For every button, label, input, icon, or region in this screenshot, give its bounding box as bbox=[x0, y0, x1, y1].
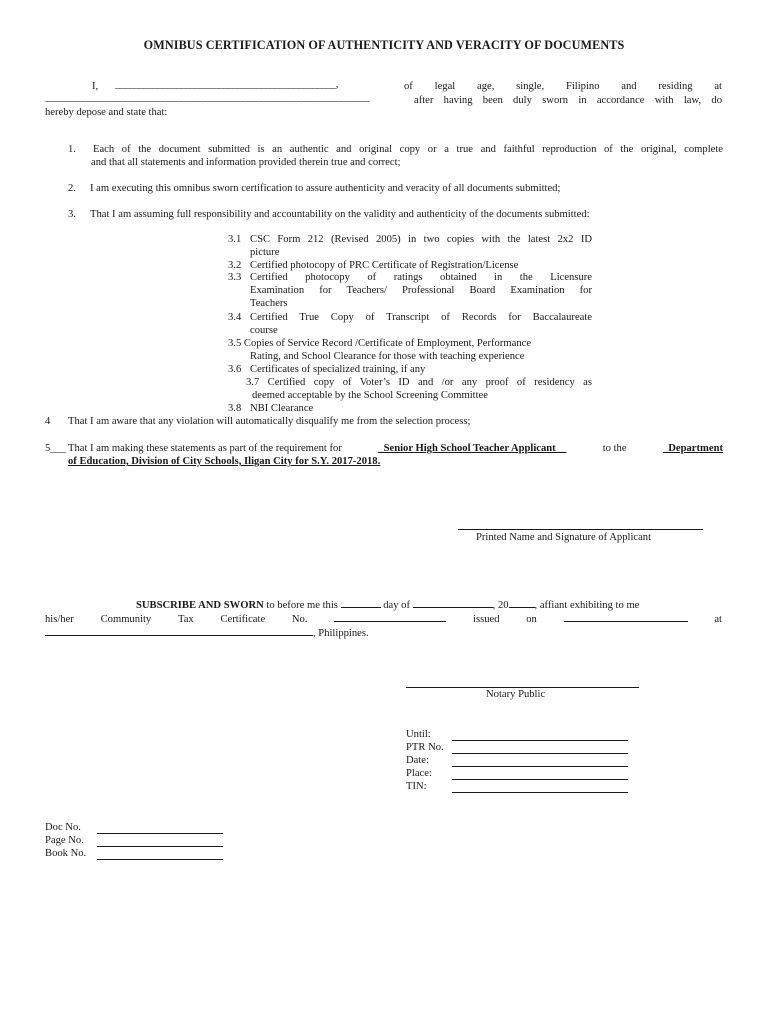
subitem-3-2 bbox=[228, 260, 592, 273]
book-no-label: Book No. bbox=[45, 848, 87, 859]
subitem-3-8-text: NBI Clearance bbox=[250, 403, 314, 414]
until-line[interactable] bbox=[452, 740, 628, 741]
subitem-3-1-number: 3.1 bbox=[228, 234, 242, 245]
subitem-3-3-number: 3.3 bbox=[228, 272, 242, 283]
ctc-number-blank[interactable] bbox=[334, 611, 446, 622]
subitem-3-6-number: 3.6 bbox=[228, 364, 242, 375]
subitem-3-8-number: 3.8 bbox=[228, 403, 242, 414]
item-3-text: That I am assuming full responsibility and accountability on the validity and authenticity of the documents submitted: bbox=[90, 209, 590, 220]
ctc-date-blank[interactable] bbox=[564, 611, 688, 622]
subitem-3-5 bbox=[228, 338, 592, 364]
page-no-line[interactable] bbox=[97, 846, 223, 847]
intro-address-blank[interactable]: _____________________________________________________________________ bbox=[45, 92, 370, 103]
item-1-text: Each of the document submitted is an authentic and original copy or a true and faithful reproduction of the original, complete bbox=[93, 144, 723, 155]
item-1-text-cont: and that all statements and information provided therein true and correct; bbox=[91, 157, 401, 168]
subitem-3-6-text: Certificates of specialized training, if any bbox=[250, 364, 426, 375]
subitem-3-1 bbox=[228, 234, 592, 260]
item-4-number: 4 bbox=[45, 416, 51, 427]
subitem-3-4-text: Certified True Copy of Transcript of Records for Baccalaureate bbox=[250, 312, 592, 323]
subitem-3-3-text: Certified photocopy of ratings obtained in the Licensure bbox=[250, 272, 592, 283]
sworn-text-e1: his/her bbox=[45, 614, 74, 625]
item-5-text-b: to the bbox=[602, 443, 627, 454]
item-5-text bbox=[68, 443, 723, 456]
place-line[interactable] bbox=[452, 779, 628, 780]
subitem-3-3 bbox=[228, 272, 592, 311]
subitem-3-8 bbox=[228, 403, 592, 416]
subitem-3-4-text-cont: course bbox=[250, 324, 278, 336]
intro-line2-text: after having been duly sworn in accordance with law, do bbox=[414, 95, 722, 106]
date-line[interactable] bbox=[452, 766, 628, 767]
sworn-text-b: day of bbox=[383, 600, 410, 611]
sworn-day-blank[interactable] bbox=[341, 597, 381, 608]
sworn-month-blank[interactable] bbox=[413, 597, 493, 608]
subitem-3-3-text-cont2: Teachers bbox=[250, 297, 288, 309]
item-5-department: _Department bbox=[662, 443, 723, 454]
sworn-text-d: , affiant exhibiting to me bbox=[534, 600, 640, 611]
book-no-line[interactable] bbox=[97, 859, 223, 860]
item-2-text: I am executing this omnibus sworn certification to assure authenticity and veracity of all documents submitted; bbox=[90, 183, 561, 194]
item-5-department-cont: of Education, Division of City Schools, Iligan City for S.Y. 2017-2018. bbox=[68, 456, 381, 467]
applicant-signature-label: Printed Name and Signature of Applicant bbox=[476, 532, 652, 543]
notary-label: Notary Public bbox=[486, 689, 546, 700]
intro-name-blank[interactable]: _______________________________________________, bbox=[115, 79, 338, 90]
item-5-text-a: That I am making these statements as part of the requirement for bbox=[68, 443, 342, 454]
notary-signature-line[interactable] bbox=[406, 687, 639, 688]
subitem-3-2-number: 3.2 bbox=[228, 260, 242, 271]
subitem-3-5-text-cont: Rating, and School Clearance for those with teaching experience bbox=[250, 350, 525, 362]
ctc-place-blank[interactable] bbox=[45, 625, 313, 636]
intro-line1-text: of legal age, single, Filipino and residing at bbox=[404, 81, 722, 92]
subitem-3-7-text: 3.7 Certified copy of Voter’s ID and /or any proof of residency as bbox=[246, 377, 592, 388]
document-title: OMNIBUS CERTIFICATION OF AUTHENTICITY AND VERACITY OF DOCUMENTS bbox=[143, 38, 625, 52]
sworn-text-e6: issued bbox=[473, 614, 500, 625]
tin-label: TIN: bbox=[406, 781, 427, 792]
sworn-year-blank[interactable] bbox=[509, 597, 535, 608]
doc-no-line[interactable] bbox=[97, 833, 223, 834]
applicant-signature-line[interactable] bbox=[458, 529, 703, 530]
date-label: Date: bbox=[406, 755, 429, 766]
subitem-3-5-number: 3.5 bbox=[228, 338, 242, 349]
ptr-line[interactable] bbox=[452, 753, 628, 754]
tin-line[interactable] bbox=[452, 792, 628, 793]
item-2-number: 2. bbox=[68, 183, 76, 194]
place-label: Place: bbox=[406, 768, 432, 779]
sworn-text-e7: on bbox=[526, 614, 537, 625]
item-4-text: That I am aware that any violation will automatically disqualify me from the selection process; bbox=[68, 416, 471, 427]
subitem-3-6 bbox=[228, 364, 592, 377]
item-3-number: 3. bbox=[68, 209, 76, 220]
subitem-3-5-text: Copies of Service Record /Certificate of Employment, Performance bbox=[243, 338, 532, 349]
subitem-3-2-text: Certified photocopy of PRC Certificate of Registration/License bbox=[250, 260, 519, 271]
item-1-number: 1. bbox=[68, 144, 76, 155]
page-no-label: Page No. bbox=[45, 835, 84, 846]
sworn-text-e2: Community bbox=[100, 614, 152, 625]
subitem-3-4-number: 3.4 bbox=[228, 312, 242, 323]
subitem-3-7-text-cont: deemed acceptable by the School Screening Committee bbox=[252, 389, 488, 401]
sworn-heading: SUBSCRIBE AND SWORN bbox=[136, 600, 264, 611]
intro-i: I, bbox=[92, 81, 99, 92]
sworn-text-e4: Certificate bbox=[220, 614, 266, 625]
sworn-text-e5: No. bbox=[291, 614, 308, 625]
intro-line3-text: hereby depose and state that: bbox=[45, 107, 168, 118]
item-5-position: _Senior High School Teacher Applicant__ bbox=[378, 443, 567, 454]
subitem-3-1-text-cont: picture bbox=[250, 246, 280, 258]
subitem-3-3-text-cont: Examination for Teachers/ Professional Board Examination for bbox=[250, 284, 592, 296]
doc-no-label: Doc No. bbox=[45, 822, 81, 833]
sworn-text-c: , 20 bbox=[492, 600, 509, 611]
subitem-3-4 bbox=[228, 312, 592, 338]
sworn-line3 bbox=[45, 625, 369, 641]
subitem-3-7 bbox=[246, 377, 592, 403]
sworn-text-f: , Philippines. bbox=[313, 628, 369, 639]
sworn-text-a: to before me this bbox=[266, 600, 338, 611]
item-5-number: 5___ bbox=[45, 443, 67, 454]
ptr-label: PTR No. bbox=[406, 742, 444, 753]
subitem-3-1-text: CSC Form 212 (Revised 2005) in two copies with the latest 2x2 ID bbox=[250, 234, 592, 245]
sworn-text-e3: Tax bbox=[177, 614, 194, 625]
sworn-text-e8: at bbox=[714, 614, 722, 625]
until-label: Until: bbox=[406, 729, 431, 740]
